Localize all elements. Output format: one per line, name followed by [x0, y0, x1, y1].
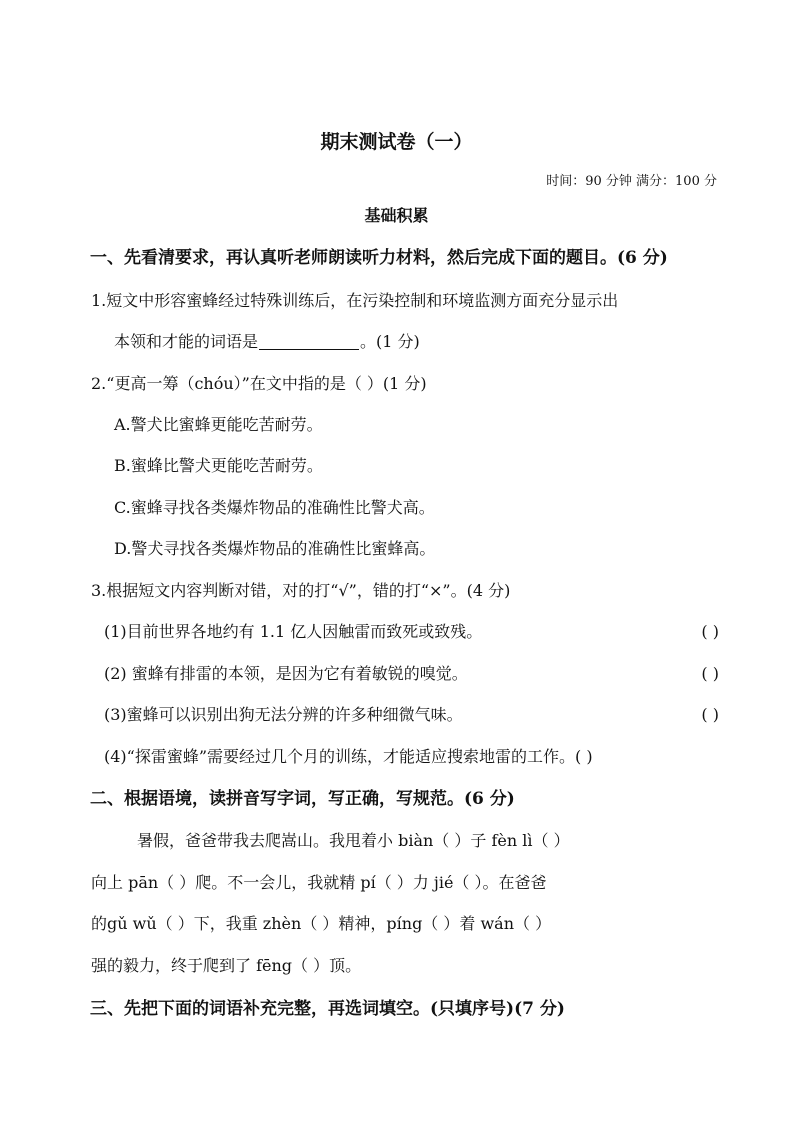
q1-item-2-option-b: B.蜜蜂比警犬更能吃苦耐劳。	[114, 456, 323, 475]
exam-time-score: 时间：90 分钟 满分：100 分	[546, 174, 717, 189]
q1-item-2-option-c: C.蜜蜂寻找各类爆炸物品的准确性比警犬高。	[114, 498, 435, 517]
q1-item-1-line1: 1.短文中形容蜜蜂经过特殊训练后，在污染控制和环境监测方面充分显示出	[91, 291, 619, 310]
answer-blank[interactable]	[259, 333, 359, 350]
q2-passage-line1: 暑假，爸爸带我去爬嵩山。我甩着小 biàn（ ）子 fèn lì（ ）	[137, 831, 570, 850]
q1-item-1-line2: 本领和才能的词语是 。(1 分)	[114, 332, 420, 351]
judge-answer-paren-2[interactable]: ( )	[701, 664, 719, 683]
q1-item-2: 2.“更高一筹（chóu）”在文中指的是（ ）(1 分)	[91, 374, 427, 393]
question-heading-1: 一、先看清要求，再认真听老师朗读听力材料，然后完成下面的题目。(6 分)	[90, 248, 668, 268]
question-heading-3: 三、先把下面的词语补充完整，再选词填空。(只填序号)(7 分)	[90, 999, 565, 1019]
question-heading-2: 二、根据语境，读拼音写字词，写正确，写规范。(6 分)	[90, 789, 515, 809]
judge-answer-paren-1[interactable]: ( )	[701, 622, 719, 641]
q1-item-2-option-a: A.警犬比蜜蜂更能吃苦耐劳。	[114, 415, 323, 434]
q2-passage-line2: 向上 pān（ ）爬。不一会儿，我就精 pí（ ）力 jié（ ）。在爸爸	[91, 873, 547, 892]
q2-passage-line4: 强的毅力，终于爬到了 fēng（ ）顶。	[91, 956, 362, 975]
judge-statement-4: (4)“探雷蜜蜂”需要经过几个月的训练，才能适应搜索地雷的工作。( )	[104, 747, 593, 766]
q1-item-2-option-d: D.警犬寻找各类爆炸物品的准确性比蜜蜂高。	[114, 539, 436, 558]
section-heading: 基础积累	[364, 206, 429, 225]
judge-statement-3: (3)蜜蜂可以识别出狗无法分辨的许多种细微气味。	[104, 705, 463, 724]
judge-statement-2: (2) 蜜蜂有排雷的本领，是因为它有着敏锐的嗅觉。	[104, 664, 468, 683]
exam-title: 期末测试卷（一）	[320, 131, 473, 153]
q1-item-3: 3.根据短文内容判断对错，对的打“√”，错的打“×”。(4 分)	[91, 581, 511, 600]
judge-answer-paren-3[interactable]: ( )	[701, 705, 719, 724]
q2-passage-line3: 的gǔ wǔ（ ）下，我重 zhèn（ ）精神，píng（ ）着 wán（ ）	[91, 914, 552, 933]
judge-statement-1: (1)目前世界各地约有 1.1 亿人因触雷而致死或致残。	[104, 622, 483, 641]
